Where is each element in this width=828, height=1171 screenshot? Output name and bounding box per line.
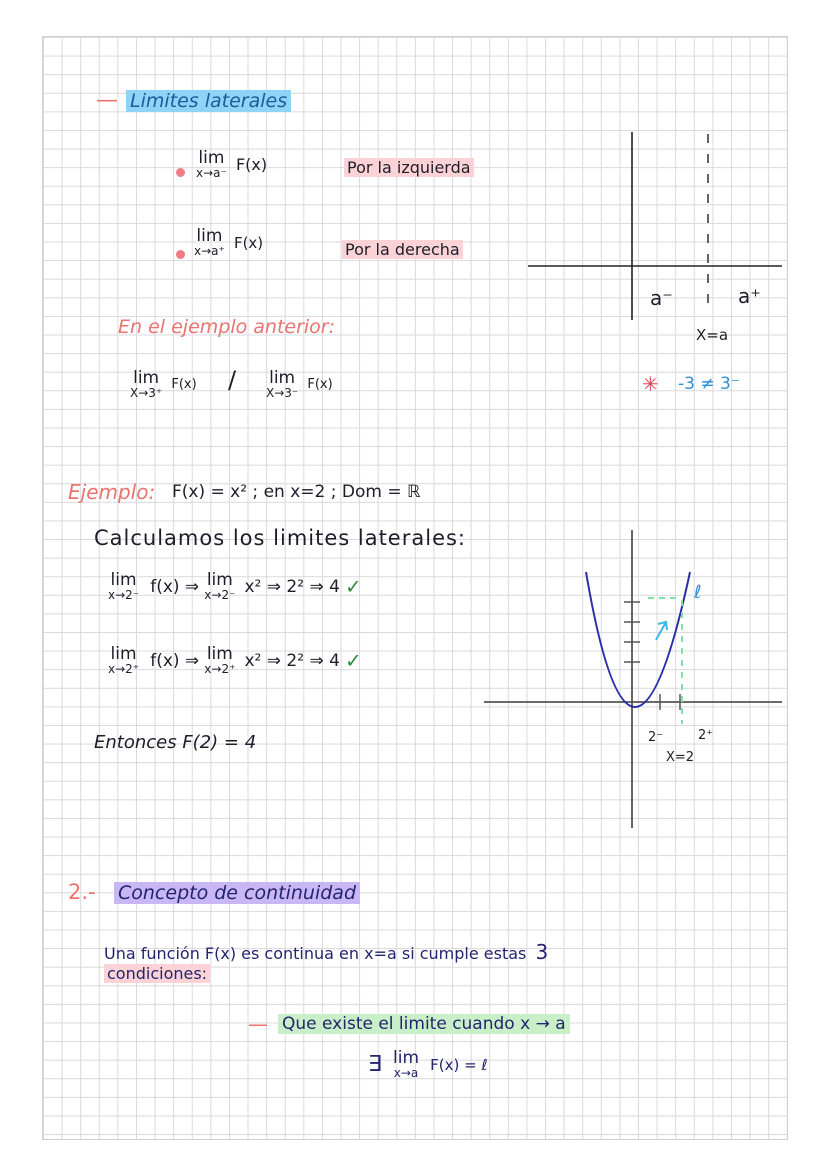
lim-sub: x→a xyxy=(393,1066,419,1080)
lim-word: lim xyxy=(206,644,233,664)
prev-slash: / xyxy=(228,366,237,394)
lim-word: lim xyxy=(269,368,296,388)
check-icon: ✓ xyxy=(345,574,362,599)
lim-sub: x→2⁺ xyxy=(108,662,140,676)
definition-conditions: condiciones: xyxy=(104,964,210,983)
calc-rest: x² ⇒ 2² ⇒ 4 xyxy=(244,650,340,671)
section2-title-text: Concepto de continuidad xyxy=(114,882,360,904)
condition-1 xyxy=(278,1014,570,1034)
lim-result: F(x) = ℓ xyxy=(430,1055,488,1074)
condition-count: 3 xyxy=(535,940,549,964)
lim-func: F(x) xyxy=(235,155,268,174)
lim-sub: x→2⁻ xyxy=(108,588,140,602)
lim-word: lim xyxy=(393,1048,420,1068)
calc-func: f(x) ⇒ xyxy=(150,650,200,671)
calc-heading: Calculamos los limites laterales: xyxy=(94,526,467,550)
lim-word: lim xyxy=(206,570,233,590)
section-title-text: Limites laterales xyxy=(126,90,291,112)
lim-sub: x→a⁻ xyxy=(196,166,227,180)
lim-func: F(x) xyxy=(171,377,197,392)
condition-1-text: Que existe el limite cuando x → a xyxy=(278,1014,570,1034)
left-limit-desc-text: Por la izquierda xyxy=(344,158,474,177)
lim-sub: x→a⁺ xyxy=(194,244,225,258)
condition-dash: — xyxy=(248,1012,268,1036)
example-definition: F(x) = x² ; en x=2 ; Dom = ℝ xyxy=(172,482,421,502)
definition-text: Una función F(x) es continua en x=a si cumple estas xyxy=(104,944,527,963)
exists-limit xyxy=(368,1050,488,1079)
lim-sub: x→2⁻ xyxy=(204,588,236,602)
right-limit-desc-text: Por la derecha xyxy=(342,240,463,259)
conclusion: Entonces F(2) = 4 xyxy=(94,732,257,753)
graph2-curve-label: ℓ xyxy=(694,582,702,603)
section2-title xyxy=(114,882,360,904)
lim-word: lim xyxy=(196,226,223,246)
lim-func: F(x) xyxy=(233,233,264,252)
graph1-note: -3 ≠ 3⁻ xyxy=(678,374,740,394)
check-icon: ✓ xyxy=(345,648,362,673)
graph2-label-right: 2⁺ xyxy=(698,728,714,743)
exists-icon: ∃ xyxy=(368,1052,382,1077)
lim-word: lim xyxy=(133,368,160,388)
lim-func: F(x) xyxy=(307,377,333,392)
lim-word: lim xyxy=(110,570,137,590)
definition-line2 xyxy=(104,964,210,983)
lim-sub: X→3⁻ xyxy=(266,386,299,400)
graph2-label-left: 2⁻ xyxy=(648,730,664,745)
parabola-curve xyxy=(586,572,690,707)
section2-number: 2.- xyxy=(68,880,96,904)
graph1-x-label: X=a xyxy=(696,326,729,344)
lim-word: lim xyxy=(198,148,225,168)
arrow-icon xyxy=(656,622,666,640)
example-label: Ejemplo: xyxy=(68,480,156,504)
calc-func: f(x) ⇒ xyxy=(150,576,200,597)
prev-example-heading: En el ejemplo anterior: xyxy=(118,316,336,338)
lim-word: lim xyxy=(110,644,137,664)
graph2-x-label: X=2 xyxy=(666,750,695,765)
lim-sub: x→2⁺ xyxy=(204,662,236,676)
definition-line1 xyxy=(104,940,548,964)
calc-rest: x² ⇒ 2² ⇒ 4 xyxy=(244,576,340,597)
section-dash: — xyxy=(96,88,118,113)
star-icon: ✳ xyxy=(642,372,659,396)
graph1-right-label: a⁺ xyxy=(738,284,761,308)
graph1-left-label: a⁻ xyxy=(650,286,673,310)
lim-sub: X→3⁺ xyxy=(130,386,163,400)
